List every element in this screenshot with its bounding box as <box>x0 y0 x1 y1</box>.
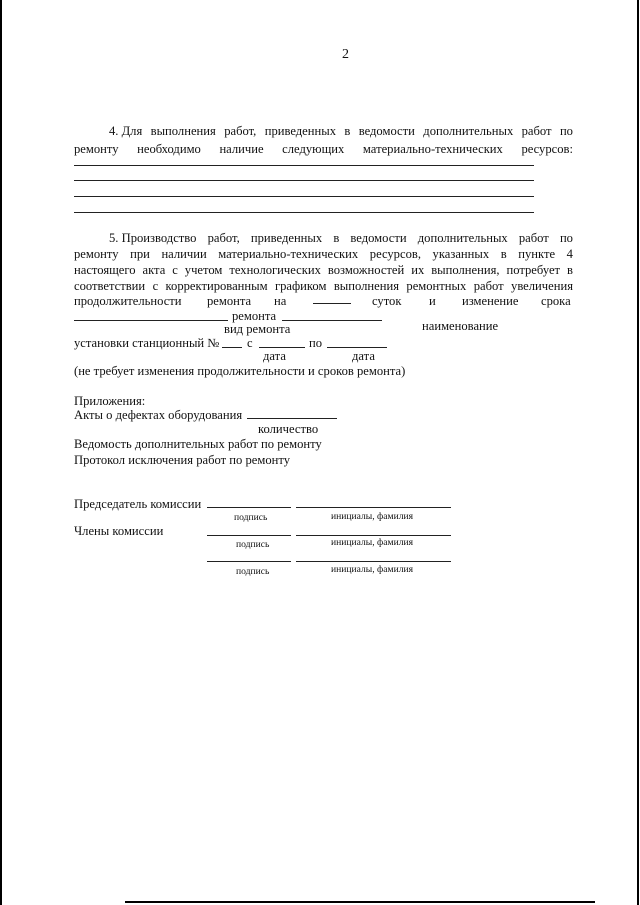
word: в <box>500 247 507 261</box>
word: с <box>152 279 159 293</box>
member2-name-line <box>296 561 451 562</box>
word: необходимо <box>137 142 201 156</box>
word: учетом <box>184 263 223 277</box>
word: дополнительных <box>423 124 514 138</box>
word: ремонтных <box>406 279 467 293</box>
attachments-heading: Приложения: <box>74 394 146 408</box>
member1-sign-line <box>207 535 291 536</box>
word: приведенных <box>250 231 323 245</box>
section5-line3 <box>74 263 573 278</box>
word: 4 <box>566 247 573 261</box>
word: наличии <box>161 247 207 261</box>
word: ремонту <box>74 142 119 156</box>
word: выполнения <box>333 279 399 293</box>
attachment-additional-works: Ведомость дополнительных работ по ремонту <box>74 437 322 451</box>
repair-type-blank <box>74 320 228 321</box>
chairman-sign-line <box>207 507 291 508</box>
caption-name-3: инициалы, фамилия <box>331 564 414 575</box>
installation-name-blank <box>282 320 382 321</box>
s5-prodolzh: продолжительности <box>74 294 182 308</box>
s5-po: по <box>309 336 323 350</box>
members-label: Члены комиссии <box>74 524 164 538</box>
caption-name-2: инициалы, фамилия <box>331 537 414 548</box>
section4-line2 <box>74 142 573 157</box>
station-number-blank <box>222 347 242 348</box>
caption-date-2: дата <box>352 349 375 363</box>
s5-note: (не требует изменения продолжительности и сроков ремонта) <box>74 364 406 378</box>
caption-sign-3: подпись <box>236 566 270 577</box>
caption-date-1: дата <box>263 349 286 363</box>
s5-sroka: срока <box>541 294 571 308</box>
caption-repair-type: вид ремонта <box>224 322 291 336</box>
s5-remonta: ремонта <box>207 294 252 308</box>
word: дополнительных <box>417 231 508 245</box>
word: корректированным <box>165 279 268 293</box>
word: в <box>333 231 340 245</box>
word: материально-технических <box>218 247 359 261</box>
word: работ <box>518 231 549 245</box>
blank-line-3 <box>74 196 534 197</box>
s5-sutok: суток <box>372 294 402 308</box>
member1-name-line <box>296 535 451 536</box>
word: выполнения <box>150 124 216 138</box>
word: ведомости <box>358 124 415 138</box>
caption-quantity: количество <box>258 422 319 436</box>
word: 4. Для <box>109 124 143 138</box>
section5-line4 <box>74 279 573 294</box>
word: их <box>411 263 425 277</box>
chairman-name-line <box>296 507 451 508</box>
word: возможностей <box>327 263 405 277</box>
s5-i: и <box>429 294 436 308</box>
member2-sign-line <box>207 561 291 562</box>
attachment-defect-acts: Акты о дефектах оборудования <box>74 408 243 422</box>
caption-sign-1: подпись <box>234 512 268 523</box>
word: работ <box>473 279 504 293</box>
word: ресурсов, <box>369 247 421 261</box>
quantity-blank <box>247 418 337 419</box>
word: акта <box>142 263 166 277</box>
s5-s: с <box>247 336 253 350</box>
word: выполнения, <box>431 263 500 277</box>
word: указанных <box>432 247 490 261</box>
word: работ <box>521 124 552 138</box>
word: технологических <box>229 263 321 277</box>
section5-line2 <box>74 247 573 262</box>
scan-edge-left <box>0 0 2 905</box>
word: пункте <box>518 247 556 261</box>
caption-name: наименование <box>422 319 499 333</box>
word: с <box>172 263 178 277</box>
word: наличие <box>219 142 264 156</box>
word: работ, <box>224 124 257 138</box>
caption-name-1: инициалы, фамилия <box>331 511 414 522</box>
attachment-exclusion-protocol: Протокол исключения работ по ремонту <box>74 453 290 467</box>
word: по <box>559 231 573 245</box>
section4-line1 <box>109 124 573 139</box>
date-from-blank <box>259 347 305 348</box>
word: настоящего <box>74 263 136 277</box>
word: 5. Производство <box>109 231 197 245</box>
word: в <box>567 263 573 277</box>
scan-edge-bottom <box>125 901 595 903</box>
s5-remonta-2: ремонта <box>232 309 277 323</box>
word: по <box>559 124 573 138</box>
word: потребует <box>506 263 561 277</box>
word: ресурсов: <box>521 142 573 156</box>
page-number: 2 <box>342 47 349 62</box>
scan-edge-right <box>637 0 639 905</box>
word: соответствии <box>74 279 146 293</box>
word: приведенных <box>264 124 337 138</box>
caption-sign-2: подпись <box>236 539 270 550</box>
days-blank <box>313 303 351 304</box>
word: работ, <box>207 231 240 245</box>
s5-ustanovki: установки станционный № <box>74 336 220 350</box>
word: при <box>130 247 150 261</box>
blank-line-4 <box>74 212 534 213</box>
blank-line-2 <box>74 180 534 181</box>
section5-line1 <box>109 231 573 246</box>
chairman-label: Председатель комиссии <box>74 497 202 511</box>
word: в <box>344 124 351 138</box>
word: увеличения <box>511 279 573 293</box>
word: ремонту <box>74 247 119 261</box>
s5-na: на <box>274 294 287 308</box>
word: материально-технических <box>362 142 503 156</box>
s5-izmenenie: изменение <box>462 294 519 308</box>
word: ведомости <box>350 231 407 245</box>
date-to-blank <box>327 347 387 348</box>
blank-line-1 <box>74 165 534 166</box>
word: графиком <box>274 279 327 293</box>
word: следующих <box>282 142 345 156</box>
